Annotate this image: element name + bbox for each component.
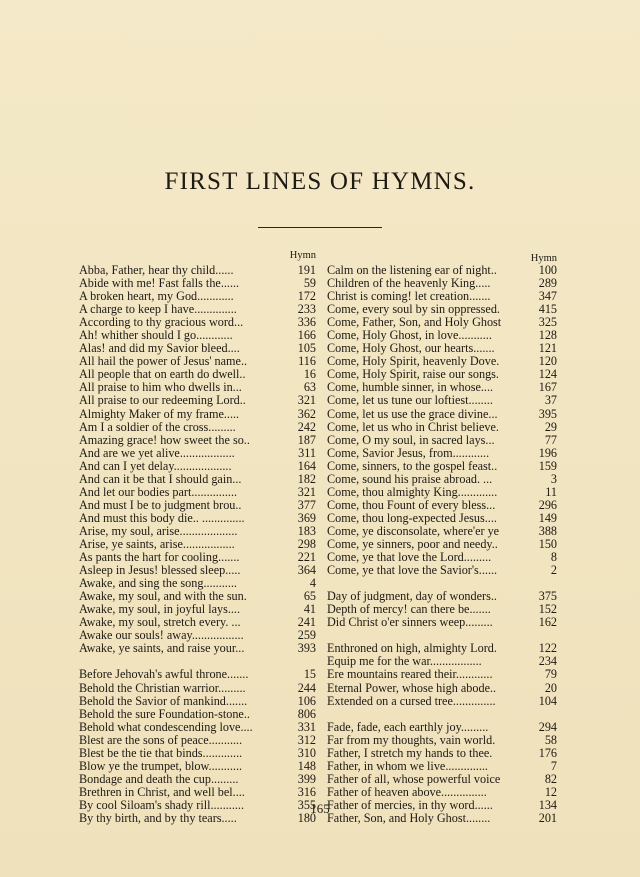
- hymn-entry: [327, 590, 557, 603]
- hymn-first-line: Awake, ye saints, and raise your...: [79, 642, 245, 656]
- left-column-header: Hymn: [289, 250, 316, 261]
- hymn-entry: [327, 760, 557, 773]
- hymn-entry: [79, 695, 316, 708]
- hymn-first-line: Father of mercies, in thy word......: [327, 798, 493, 812]
- hymn-number: 234: [538, 654, 557, 669]
- hymn-entry: [327, 538, 557, 551]
- hymn-first-line: All people that on earth do dwell..: [79, 368, 246, 382]
- hymn-number: 7: [550, 758, 557, 773]
- hymn-number: 415: [538, 302, 557, 317]
- hymn-first-line: Come, ye sinners, poor and needy..: [327, 537, 498, 551]
- hymn-number: 149: [538, 510, 557, 525]
- hymn-first-line: Blow ye the trumpet, blow...........: [79, 759, 243, 773]
- hymn-number: 41: [303, 602, 316, 617]
- section-gap: [327, 577, 557, 590]
- hymn-first-line: Am I a soldier of the cross.........: [79, 420, 236, 434]
- hymn-number: 164: [297, 458, 316, 473]
- hymn-entry: [327, 734, 557, 747]
- hymn-first-line: Enthroned on high, almighty Lord.: [327, 642, 497, 656]
- hymn-entry: [327, 264, 557, 277]
- hymn-entry: [327, 642, 557, 655]
- hymn-number: 187: [297, 432, 316, 447]
- hymn-number: 65: [303, 589, 316, 604]
- hymn-entry: [79, 499, 316, 512]
- hymn-number: 159: [538, 458, 557, 473]
- hymn-entry: [79, 355, 316, 368]
- hymn-entry: [79, 551, 316, 564]
- hymn-first-line: Did Christ o'er sinners weep.........: [327, 616, 493, 630]
- hymn-number: 331: [297, 719, 316, 734]
- hymn-entry: [327, 277, 557, 290]
- hymn-first-line: Children of the heavenly King.....: [327, 277, 491, 291]
- hymn-entry: [327, 695, 557, 708]
- section-gap: [327, 629, 557, 642]
- hymn-entry: [79, 564, 316, 577]
- hymn-first-line: Come, let us who in Christ believe.: [327, 420, 499, 434]
- hymn-number: 37: [544, 393, 557, 408]
- hymn-number: 11: [545, 484, 557, 499]
- hymn-entry: [79, 264, 316, 277]
- hymn-first-line: And let our bodies part...............: [79, 485, 238, 499]
- hymn-number: 82: [544, 771, 557, 786]
- hymn-number: 310: [297, 745, 316, 760]
- hymn-first-line: Equip me for the war.................: [327, 655, 482, 669]
- hymn-number: 77: [544, 432, 557, 447]
- hymn-number: 167: [538, 380, 557, 395]
- hymn-entry: [327, 394, 557, 407]
- hymn-first-line: Depth of mercy! can there be.......: [327, 603, 491, 617]
- hymn-entry: [79, 721, 316, 734]
- hymn-number: 399: [297, 771, 316, 786]
- hymn-first-line: Day of judgment, day of wonders..: [327, 590, 497, 604]
- hymn-first-line: And are we yet alive..................: [79, 446, 235, 460]
- hymn-number: 298: [297, 536, 316, 551]
- hymn-entry: [327, 773, 557, 786]
- hymn-first-line: Christ is coming! let creation.......: [327, 290, 491, 304]
- hymn-number: 182: [297, 471, 316, 486]
- right-column-header: Hymn: [530, 253, 557, 264]
- hymn-number: 325: [538, 315, 557, 330]
- page-number: 165: [310, 801, 330, 816]
- hymn-entry: [327, 525, 557, 538]
- hymn-entry: [79, 734, 316, 747]
- hymn-number: 311: [298, 445, 316, 460]
- hymn-first-line: Come, let us use the grace divine...: [327, 407, 498, 421]
- hymn-entry: [79, 421, 316, 434]
- hymn-first-line: Come, ye disconsolate, where'er ye: [327, 524, 500, 538]
- hymn-number: 191: [297, 263, 316, 277]
- hymn-number: 29: [544, 419, 557, 434]
- hymn-number: 377: [297, 497, 316, 512]
- hymn-entry: [327, 668, 557, 681]
- hymn-number: 201: [538, 810, 557, 825]
- section-gap: [79, 655, 316, 668]
- hymn-entry: [327, 408, 557, 421]
- hymn-first-line: Arise, ye saints, arise.................: [79, 537, 235, 551]
- hymn-first-line: Behold what condescending love....: [79, 720, 253, 734]
- hymn-first-line: And must this body die.. ..............: [79, 511, 245, 525]
- hymn-number: 148: [297, 758, 316, 773]
- hymn-number: 312: [297, 732, 316, 747]
- hymn-first-line: Almighty Maker of my frame.....: [79, 407, 240, 421]
- page-title: FIRST LINES OF HYMNS.: [164, 168, 476, 195]
- hymn-number: 375: [538, 589, 557, 604]
- hymn-entry: [327, 460, 557, 473]
- hymn-entry: [79, 460, 316, 473]
- hymn-first-line: Come, ye that love the Lord.........: [327, 551, 492, 565]
- hymn-entry: [79, 642, 316, 655]
- hymn-number: 150: [538, 536, 557, 551]
- hymn-number: 2: [550, 563, 557, 578]
- hymn-first-line: Father of all, whose powerful voice: [327, 772, 501, 786]
- hymn-first-line: And can it be that I should gain...: [79, 472, 242, 486]
- hymn-entry: [79, 316, 316, 329]
- hymn-first-line: Behold the sure Foundation-stone..: [79, 707, 250, 721]
- hymn-entry: [79, 277, 316, 290]
- hymn-entry: [327, 747, 557, 760]
- hymn-number: 364: [297, 563, 316, 578]
- hymn-first-line: A broken heart, my God............: [79, 290, 234, 304]
- hymn-entry: [79, 682, 316, 695]
- hymn-entry: [79, 394, 316, 407]
- hymn-first-line: Father, I stretch my hands to thee.: [327, 746, 493, 760]
- hymn-entry: [79, 434, 316, 447]
- hymn-entry: [327, 786, 557, 799]
- hymn-number: 294: [538, 719, 557, 734]
- hymn-first-line: Far from my thoughts, vain world.: [327, 733, 496, 747]
- hymn-number: 152: [538, 602, 557, 617]
- hymn-entry: [79, 408, 316, 421]
- hymn-first-line: Come, let us tune our loftiest........: [327, 394, 493, 408]
- hymn-first-line: All praise to our redeeming Lord..: [79, 394, 246, 408]
- hymn-entry: [79, 538, 316, 551]
- hymn-first-line: Come, ye that love the Savior's......: [327, 564, 498, 578]
- hymn-first-line: Come, sinners, to the gospel feast..: [327, 459, 498, 473]
- hymn-first-line: Come, humble sinner, in whose....: [327, 381, 494, 395]
- hymn-number: 166: [297, 328, 316, 343]
- hymn-entry: [327, 329, 557, 342]
- hymn-entry: [327, 721, 557, 734]
- hymn-first-line: Amazing grace! how sweet the so..: [79, 433, 250, 447]
- hymn-first-line: By thy birth, and by thy tears.....: [79, 811, 237, 825]
- hymn-number: 104: [538, 693, 557, 708]
- hymn-number: 59: [303, 276, 316, 291]
- hymn-first-line: Ah! whither should I go............: [79, 329, 233, 343]
- hymn-entry: [327, 512, 557, 525]
- hymn-number: 8: [550, 550, 557, 565]
- hymn-entry: [327, 499, 557, 512]
- hymn-entry: [327, 342, 557, 355]
- hymn-entry: [79, 329, 316, 342]
- hymn-first-line: Awake, my soul, in joyful lays....: [79, 603, 241, 617]
- hymn-number: 4: [309, 576, 316, 591]
- hymn-entry: [327, 434, 557, 447]
- hymn-first-line: Asleep in Jesus! blessed sleep.....: [79, 564, 241, 578]
- hymn-first-line: Extended on a cursed tree..............: [327, 694, 496, 708]
- hymn-number: 180: [297, 810, 316, 825]
- hymn-first-line: Come, thou Fount of every bless...: [327, 498, 496, 512]
- hymn-number: 259: [297, 628, 316, 643]
- hymn-first-line: Before Jehovah's awful throne.......: [79, 668, 249, 682]
- hymn-entry: [327, 381, 557, 394]
- section-gap: [327, 708, 557, 721]
- hymn-number: 15: [303, 667, 316, 682]
- hymn-number: 172: [297, 289, 316, 304]
- hymn-first-line: Come, thou almighty King.............: [327, 485, 498, 499]
- hymn-number: 176: [538, 745, 557, 760]
- hymn-first-line: Awake, and sing the song...........: [79, 577, 237, 591]
- left-hymn-list: [79, 264, 316, 825]
- hymn-entry: [79, 525, 316, 538]
- hymn-entry: [79, 577, 316, 590]
- hymn-number: 296: [538, 497, 557, 512]
- hymn-number: 116: [298, 354, 316, 369]
- hymn-entry: [327, 682, 557, 695]
- hymn-entry: [79, 381, 316, 394]
- hymn-first-line: Blest be the tie that binds.............: [79, 746, 243, 760]
- hymn-entry: [327, 564, 557, 577]
- hymn-entry: [79, 616, 316, 629]
- hymn-number: 316: [297, 784, 316, 799]
- hymn-first-line: And can I yet delay...................: [79, 459, 232, 473]
- hymn-first-line: Ere mountains reared their............: [327, 668, 493, 682]
- hymn-first-line: As pants the hart for cooling.......: [79, 551, 240, 565]
- hymn-entry: [327, 290, 557, 303]
- hymn-number: 100: [538, 263, 557, 277]
- hymn-number: 124: [538, 367, 557, 382]
- hymn-first-line: Awake, my soul, stretch every. ...: [79, 616, 241, 630]
- hymn-first-line: Brethren in Christ, and well bel....: [79, 785, 245, 799]
- hymn-entry: [79, 708, 316, 721]
- hymn-entry: [79, 447, 316, 460]
- hymn-number: 336: [297, 315, 316, 330]
- hymn-first-line: Abide with me! Fast falls the......: [79, 277, 240, 291]
- right-hymn-list: [327, 264, 557, 825]
- hymn-number: 244: [297, 680, 316, 695]
- hymn-first-line: Eternal Power, whose high abode..: [327, 681, 497, 695]
- hymn-number: 388: [538, 523, 557, 538]
- hymn-first-line: According to thy gracious word...: [79, 316, 244, 330]
- hymn-number: 321: [297, 484, 316, 499]
- hymn-number: 393: [297, 641, 316, 656]
- hymn-number: 183: [297, 523, 316, 538]
- hymn-entry: [79, 368, 316, 381]
- hymn-first-line: Behold the Savior of mankind.......: [79, 694, 248, 708]
- hymn-number: 242: [297, 419, 316, 434]
- hymn-entry: [79, 303, 316, 316]
- hymn-first-line: Come, Holy Ghost, in love...........: [327, 329, 492, 343]
- hymn-first-line: A charge to keep I have..............: [79, 303, 237, 317]
- hymn-first-line: Bondage and death the cup.........: [79, 772, 239, 786]
- hymn-first-line: Blest are the sons of peace...........: [79, 733, 243, 747]
- hymn-entry: [327, 655, 557, 668]
- hymn-first-line: Father, Son, and Holy Ghost........: [327, 811, 491, 825]
- hymn-number: 221: [297, 550, 316, 565]
- hymn-entry: [327, 355, 557, 368]
- hymn-number: 106: [297, 693, 316, 708]
- hymn-number: 806: [297, 706, 316, 721]
- hymn-entry: [79, 760, 316, 773]
- hymn-number: 79: [544, 667, 557, 682]
- hymn-entry: [79, 629, 316, 642]
- hymn-number: 128: [538, 328, 557, 343]
- hymn-first-line: Awake, my soul, and with the sun.: [79, 590, 247, 604]
- hymn-entry: [79, 747, 316, 760]
- hymn-first-line: Come, Holy Spirit, heavenly Dove.: [327, 355, 500, 369]
- hymn-entry: [79, 668, 316, 681]
- hymn-first-line: All praise to him who dwells in...: [79, 381, 242, 395]
- hymn-number: 233: [297, 302, 316, 317]
- hymn-first-line: Calm on the listening ear of night..: [327, 264, 497, 277]
- hymn-first-line: Come, Father, Son, and Holy Ghost: [327, 316, 502, 330]
- hymn-entry: [79, 603, 316, 616]
- hymn-first-line: And must I be to judgment brou..: [79, 498, 242, 512]
- hymn-number: 58: [544, 732, 557, 747]
- hymn-entry: [79, 773, 316, 786]
- hymn-first-line: By cool Siloam's shady rill...........: [79, 798, 245, 812]
- hymn-number: 289: [538, 276, 557, 291]
- hymn-first-line: Come, O my soul, in sacred lays...: [327, 433, 495, 447]
- hymn-entry: [79, 342, 316, 355]
- hymn-number: 16: [303, 367, 316, 382]
- hymn-number: 362: [297, 406, 316, 421]
- hymn-number: 63: [303, 380, 316, 395]
- hymn-first-line: Come, thou long-expected Jesus....: [327, 511, 497, 525]
- hymn-first-line: Alas! and did my Savior bleed....: [79, 342, 240, 356]
- hymn-number: 121: [538, 341, 557, 356]
- hymn-number: 134: [538, 797, 557, 812]
- hymn-number: 105: [297, 341, 316, 356]
- hymn-entry: [327, 303, 557, 316]
- hymn-number: 12: [544, 784, 557, 799]
- hymn-entry: [79, 786, 316, 799]
- hymn-number: 196: [538, 445, 557, 460]
- hymn-number: 120: [538, 354, 557, 369]
- hymn-entry: [327, 473, 557, 486]
- hymn-entry: [327, 368, 557, 381]
- hymn-number: 369: [297, 510, 316, 525]
- hymn-entry: [327, 603, 557, 616]
- hymn-entry: [327, 486, 557, 499]
- hymn-first-line: Father, in whom we live..............: [327, 759, 488, 773]
- hymn-entry: [79, 590, 316, 603]
- hymn-first-line: All hail the power of Jesus' name..: [79, 355, 248, 369]
- hymn-entry: [79, 473, 316, 486]
- hymn-first-line: Come, Savior Jesus, from............: [327, 446, 490, 460]
- hymn-entry: [327, 447, 557, 460]
- hymn-first-line: Come, Holy Spirit, raise our songs.: [327, 368, 499, 382]
- hymn-first-line: Come, Holy Ghost, our hearts.......: [327, 342, 495, 356]
- hymn-first-line: Abba, Father, hear thy child......: [79, 264, 234, 277]
- hymn-entry: [327, 316, 557, 329]
- hymn-number: 395: [538, 406, 557, 421]
- hymn-first-line: Fade, fade, each earthly joy.........: [327, 720, 489, 734]
- hymn-number: 3: [550, 471, 557, 486]
- hymn-number: 20: [544, 680, 557, 695]
- hymn-first-line: Behold the Christian warrior.........: [79, 681, 246, 695]
- hymn-first-line: Come, every soul by sin oppressed.: [327, 303, 500, 317]
- hymn-entry: [79, 486, 316, 499]
- hymn-entry: [79, 290, 316, 303]
- hymn-first-line: Come, sound his praise abroad. ...: [327, 472, 493, 486]
- hymn-number: 347: [538, 289, 557, 304]
- hymn-number: 355: [297, 797, 316, 812]
- hymn-entry: [79, 512, 316, 525]
- title-rule: [258, 227, 382, 228]
- hymn-entry: [327, 616, 557, 629]
- hymn-entry: [327, 551, 557, 564]
- hymn-first-line: Awake our souls! away.................: [79, 629, 244, 643]
- hymn-number: 162: [538, 615, 557, 630]
- hymn-number: 241: [297, 615, 316, 630]
- hymn-entry: [327, 421, 557, 434]
- hymn-number: 122: [538, 641, 557, 656]
- hymn-first-line: Arise, my soul, arise...................: [79, 524, 238, 538]
- hymn-first-line: Father of heaven above...............: [327, 785, 487, 799]
- hymn-number: 321: [297, 393, 316, 408]
